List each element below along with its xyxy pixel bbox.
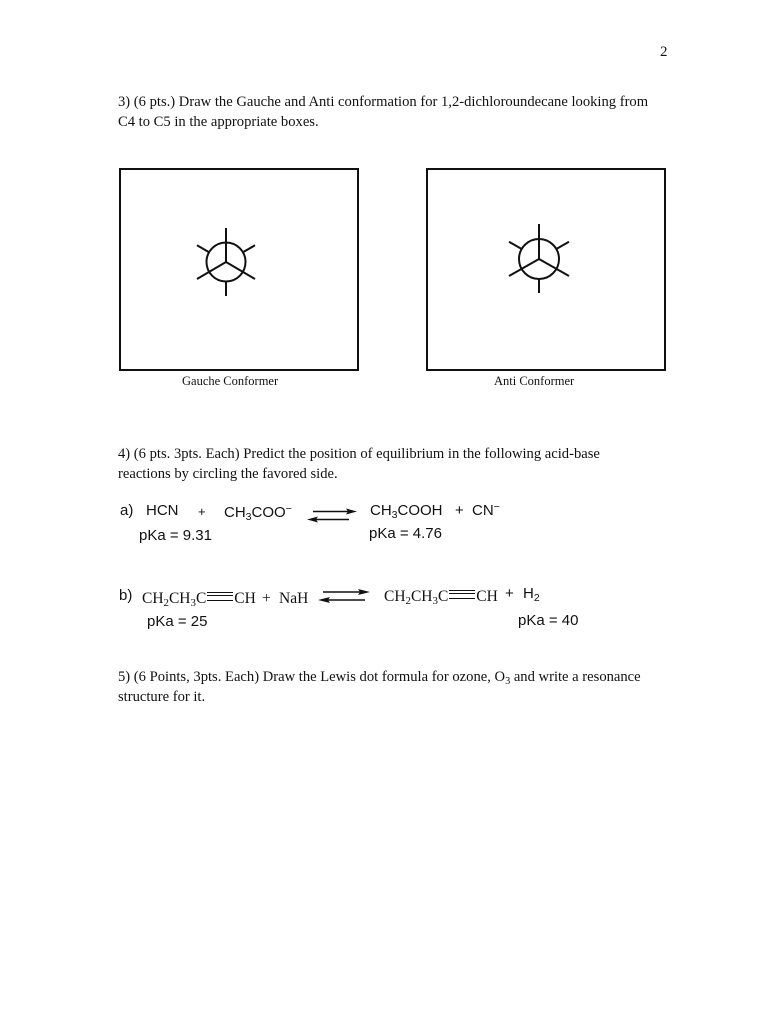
reaction-b-label: b) bbox=[119, 587, 133, 604]
reaction-a-reactant-hcn[interactable]: HCN bbox=[146, 502, 179, 519]
question-5-line-2: structure for it. bbox=[118, 689, 206, 705]
equilibrium-arrows-icon bbox=[305, 505, 360, 525]
reaction-b-product-hydrogen[interactable]: $H_2$ bbox=[523, 585, 540, 604]
question-3-line-2: C4 to C5 in the appropriate boxes. bbox=[118, 114, 319, 130]
newman-projection-icon bbox=[186, 221, 266, 301]
question-3-line-1: 3) (6 pts.) Draw the Gauche and Anti conformation for 1,2-dichloroundecane looking from bbox=[118, 94, 649, 110]
reaction-a-plus-2: + bbox=[455, 502, 464, 519]
question-5-text bbox=[118, 667, 641, 707]
reaction-a-plus: + bbox=[198, 504, 206, 519]
question-4-text bbox=[118, 444, 600, 484]
question-5-line-1: 5) (6 Points, 3pts. Each) Draw the Lewis dot formula for ozone, $O_3$ and write a resonance bbox=[118, 669, 641, 687]
question-3-text bbox=[118, 92, 648, 132]
page-number: 2 bbox=[660, 44, 668, 60]
newman-projection-icon bbox=[499, 218, 579, 298]
reaction-a-product-cyanide[interactable]: CN− bbox=[472, 501, 500, 519]
anti-caption: Anti Conformer bbox=[494, 374, 575, 388]
reaction-b-reactant-nah[interactable]: NaH bbox=[279, 590, 309, 607]
reaction-b-plus: + bbox=[262, 590, 271, 607]
reaction-b-pka-left: pKa = 25 bbox=[147, 613, 208, 630]
reaction-a-label: a) bbox=[120, 502, 134, 519]
question-4-line-2: reactions by circling the favored side. bbox=[118, 466, 338, 482]
triple-bond-icon bbox=[449, 590, 475, 599]
reaction-a-pka-left: pKa = 9.31 bbox=[139, 527, 212, 544]
triple-bond-icon bbox=[207, 592, 233, 601]
reaction-a-product-acetic-acid[interactable]: $CH_3COOH$ bbox=[370, 502, 443, 521]
question-4-line-1: 4) (6 pts. 3pts. Each) Predict the position of equilibrium in the following acid-base bbox=[118, 446, 600, 462]
reaction-b-product-butynide[interactable]: $CH_2CH_3C$ CH bbox=[384, 588, 498, 607]
reaction-a-reactant-acetate[interactable]: $CH_3COO^-$ bbox=[224, 503, 292, 523]
reaction-a-pka-right: pKa = 4.76 bbox=[369, 525, 442, 542]
reaction-b-pka-right: pKa = 40 bbox=[518, 612, 579, 629]
gauche-caption: Gauche Conformer bbox=[182, 374, 279, 388]
reaction-b-reactant-butyne[interactable]: $CH_2CH_3C$ CH bbox=[142, 590, 256, 609]
equilibrium-arrows-icon bbox=[315, 585, 373, 605]
reaction-b-plus-2: + bbox=[505, 585, 514, 602]
